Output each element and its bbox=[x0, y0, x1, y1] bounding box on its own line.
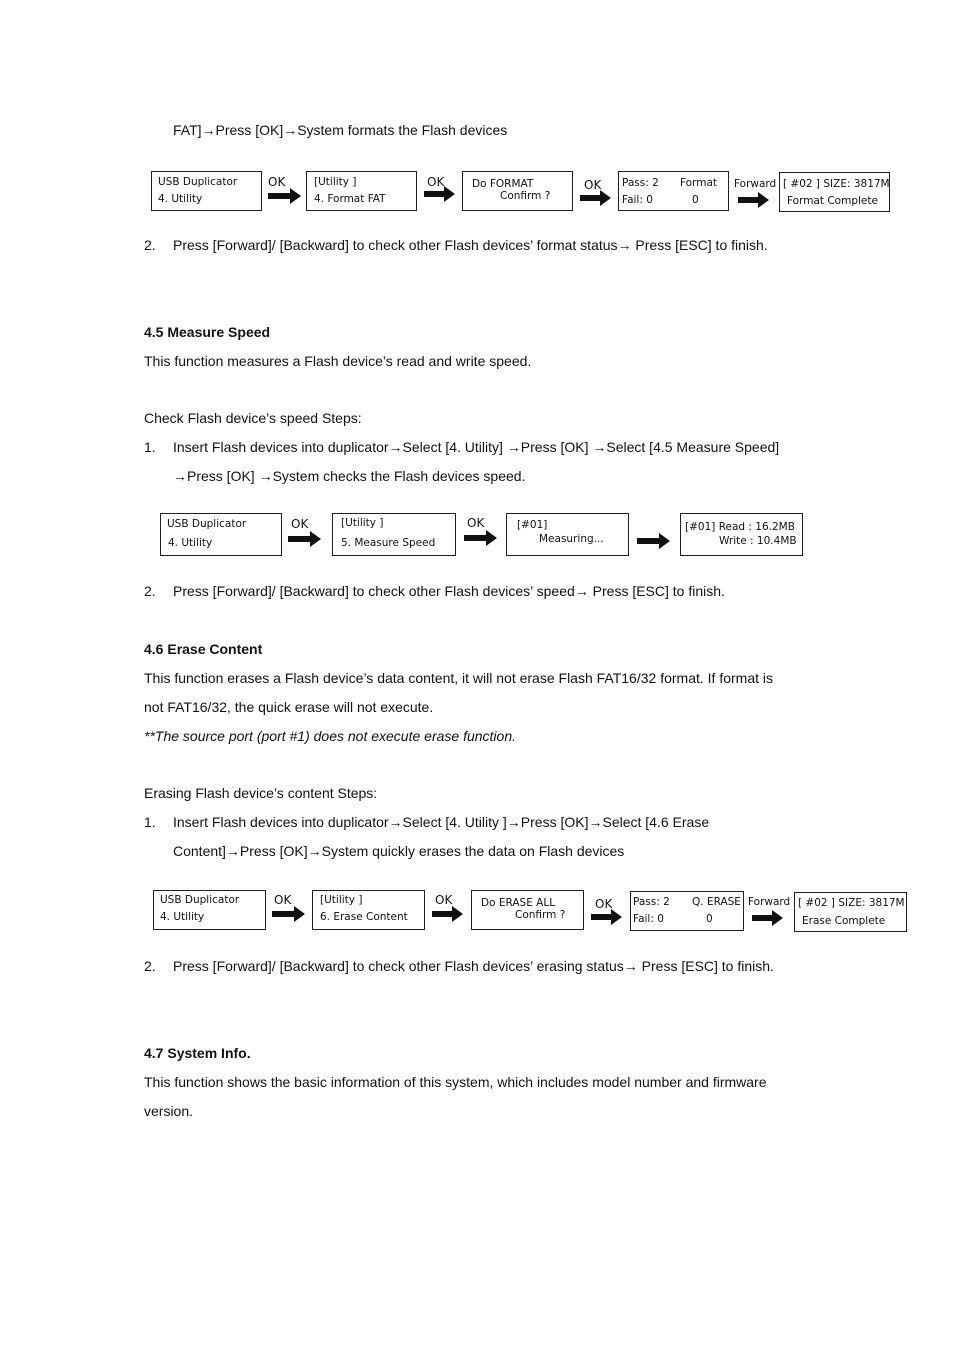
fail-count: Fail: 0 bbox=[622, 194, 653, 206]
erase-description-b: not FAT16/32, the quick erase will not execute. bbox=[144, 699, 434, 715]
format-lcd-status bbox=[618, 171, 729, 211]
section-heading-measure-speed: 4.5 Measure Speed bbox=[144, 324, 271, 340]
right-arrow-icon bbox=[268, 188, 302, 204]
lcd-line: [ #02 ] SIZE: 3817M bbox=[783, 178, 890, 190]
ok-label: OK bbox=[584, 178, 602, 192]
lcd-line: Do FORMAT bbox=[472, 178, 534, 190]
right-arrow-icon bbox=[738, 192, 770, 208]
right-arrow-icon bbox=[464, 530, 498, 546]
erase-step-2: Press [Forward]/ [Backward] to check other Flash devices’ erasing status→ Press [ESC] to finish. bbox=[173, 958, 774, 974]
right-arrow-icon bbox=[637, 533, 671, 549]
mode-label: Format bbox=[680, 177, 718, 189]
measure-step-1a: Insert Flash devices into duplicator→Select [4. Utility] →Press [OK] →Select [4.5 Measure Speed] bbox=[173, 439, 780, 455]
ok-label: OK bbox=[291, 517, 309, 531]
mode-label: Q. ERASE bbox=[692, 896, 741, 908]
list-number: 2. bbox=[144, 958, 156, 974]
erase-step-1a: Insert Flash devices into duplicator→Select [4. Utility ]→Press [OK]→Select [4.6 Erase bbox=[173, 814, 710, 830]
erase-steps-title: Erasing Flash device’s content Steps: bbox=[144, 785, 378, 801]
right-arrow-icon bbox=[432, 906, 464, 922]
format-lcd-confirm bbox=[462, 171, 573, 211]
format-lcd-complete bbox=[779, 172, 890, 212]
pass-count: Pass: 2 bbox=[633, 896, 670, 908]
erase-lcd-status bbox=[630, 891, 744, 931]
list-number: 1. bbox=[144, 439, 156, 455]
measure-step-2: Press [Forward]/ [Backward] to check other Flash devices’ speed→ Press [ESC] to finish. bbox=[173, 583, 725, 599]
lcd-line: 4. Utility bbox=[168, 537, 213, 549]
lcd-line: [Utility ] bbox=[320, 894, 363, 906]
lcd-line: 4. Utility bbox=[158, 193, 203, 205]
list-number: 2. bbox=[144, 583, 156, 599]
erase-step-1b: Content]→Press [OK]→System quickly erases the data on Flash devices bbox=[173, 843, 625, 859]
lcd-line: 5. Measure Speed bbox=[341, 537, 436, 549]
forward-label: Forward bbox=[734, 178, 777, 190]
speed-lcd-utility bbox=[332, 513, 456, 556]
lcd-line: Erase Complete bbox=[802, 915, 886, 927]
lcd-line: Do ERASE ALL bbox=[481, 897, 556, 909]
right-arrow-icon bbox=[424, 186, 456, 202]
lcd-line: 4. Format FAT bbox=[314, 193, 386, 205]
section-heading-erase-content: 4.6 Erase Content bbox=[144, 641, 263, 657]
lcd-line: [Utility ] bbox=[314, 176, 357, 188]
sysinfo-description-a: This function shows the basic information of this system, which includes model number and firmware bbox=[144, 1074, 767, 1090]
right-arrow-icon bbox=[580, 190, 612, 206]
pass-count: Pass: 2 bbox=[622, 177, 659, 189]
right-arrow-icon bbox=[591, 909, 623, 925]
fail-count: Fail: 0 bbox=[633, 913, 664, 925]
format-lcd-utility bbox=[306, 171, 417, 211]
speed-lcd-main-menu bbox=[160, 513, 282, 556]
lcd-line: [Utility ] bbox=[341, 517, 384, 529]
list-number: 1. bbox=[144, 814, 156, 830]
ok-label: OK bbox=[595, 897, 613, 911]
lcd-line: 6. Erase Content bbox=[320, 911, 408, 923]
section-heading-system-info: 4.7 System Info. bbox=[144, 1045, 251, 1061]
completed-count: 0 bbox=[706, 913, 713, 925]
ok-label: OK bbox=[435, 893, 453, 907]
completed-count: 0 bbox=[692, 194, 699, 206]
erase-note: **The source port (port #1) does not execute erase function. bbox=[144, 728, 516, 744]
lcd-line: Confirm ? bbox=[515, 909, 566, 921]
format-lcd-main-menu bbox=[151, 171, 262, 211]
lcd-line: USB Duplicator bbox=[158, 176, 238, 188]
right-arrow-icon bbox=[272, 906, 306, 922]
measure-description: This function measures a Flash device’s read and write speed. bbox=[144, 353, 532, 369]
list-number: 2. bbox=[144, 237, 156, 253]
lcd-line: Confirm ? bbox=[500, 190, 551, 202]
ok-label: OK bbox=[467, 516, 485, 530]
forward-label: Forward bbox=[748, 896, 791, 908]
right-arrow-icon bbox=[288, 531, 322, 547]
ok-label: OK bbox=[274, 893, 292, 907]
measure-step-1b: →Press [OK] →System checks the Flash devices speed. bbox=[173, 468, 526, 484]
right-arrow-icon bbox=[752, 910, 784, 926]
erase-lcd-utility bbox=[312, 890, 425, 930]
measure-steps-title: Check Flash device’s speed Steps: bbox=[144, 410, 362, 426]
erase-lcd-confirm bbox=[471, 890, 584, 930]
erase-description-a: This function erases a Flash device’s data content, it will not erase Flash FAT16/32 format. If format is bbox=[144, 670, 773, 686]
lcd-line: USB Duplicator bbox=[167, 518, 247, 530]
erase-lcd-complete bbox=[794, 892, 907, 932]
speed-lcd-measuring bbox=[506, 513, 629, 556]
lcd-line: [#01] Read : 16.2MB bbox=[685, 521, 795, 533]
erase-lcd-main-menu bbox=[153, 890, 266, 930]
lcd-line: Measuring... bbox=[539, 533, 604, 545]
lcd-line: 4. Utility bbox=[160, 911, 205, 923]
ok-label: OK bbox=[268, 175, 286, 189]
lcd-line: [ #02 ] SIZE: 3817M bbox=[798, 897, 905, 909]
lcd-line: Write : 10.4MB bbox=[719, 535, 797, 547]
lcd-line: USB Duplicator bbox=[160, 894, 240, 906]
fat-line: FAT]→Press [OK]→System formats the Flash devices bbox=[173, 122, 508, 138]
lcd-line: Format Complete bbox=[787, 195, 878, 207]
format-step-2: Press [Forward]/ [Backward] to check other Flash devices’ format status→ Press [ESC] to finish. bbox=[173, 237, 768, 253]
speed-lcd-result bbox=[680, 513, 803, 556]
ok-label: OK bbox=[427, 175, 445, 189]
lcd-line: [#01] bbox=[517, 519, 548, 531]
sysinfo-description-b: version. bbox=[144, 1103, 194, 1119]
